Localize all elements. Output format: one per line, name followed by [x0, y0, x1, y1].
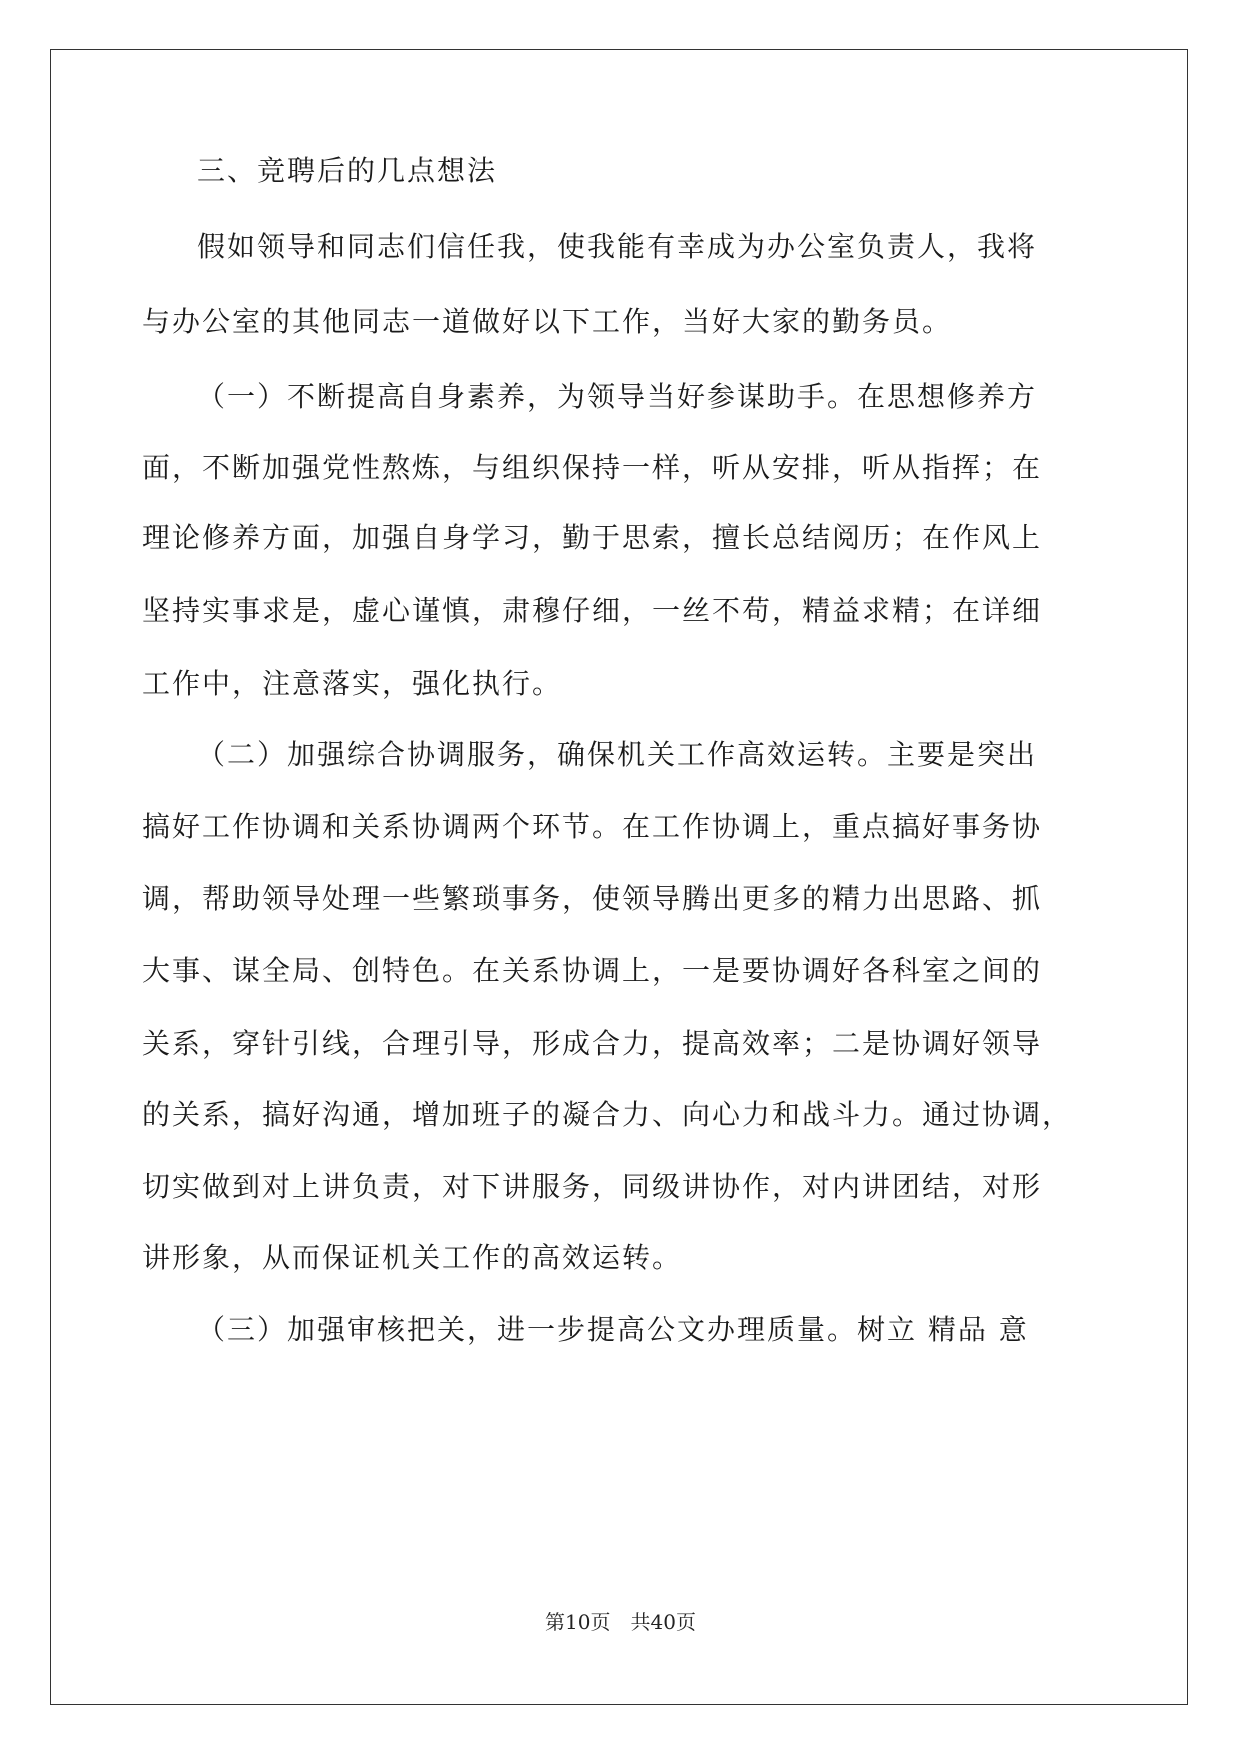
paragraph-line: （二）加强综合协调服务，确保机关工作高效运转。主要是突出 [197, 738, 1038, 771]
current-page-label: 第10页 [545, 1610, 611, 1634]
paragraph-line: 工作中，注意落实，强化执行。 [142, 667, 563, 700]
paragraph-line: 假如领导和同志们信任我，使我能有幸成为办公室负责人，我将 [197, 230, 1038, 263]
page-footer [0, 1612, 1241, 1632]
paragraph-line: 理论修养方面，加强自身学习，勤于思索，擅长总结阅历；在作风上 [142, 521, 1043, 554]
paragraph-line: 坚持实事求是，虚心谨慎，肃穆仔细，一丝不苟，精益求精；在详细 [142, 594, 1043, 627]
section-heading: 三、竞聘后的几点想法 [197, 154, 498, 187]
paragraph-line: 与办公室的其他同志一道做好以下工作，当好大家的勤务员。 [142, 305, 953, 338]
paragraph-line: 的关系，搞好沟通，增加班子的凝合力、向心力和战斗力。通过协调， [142, 1098, 1073, 1131]
paragraph-line: 面，不断加强党性熬炼，与组织保持一样，听从安排，听从指挥；在 [142, 451, 1043, 484]
total-pages-label: 共40页 [630, 1610, 696, 1634]
paragraph-line: 调，帮助领导处理一些繁琐事务，使领导腾出更多的精力出思路、抓 [142, 882, 1043, 915]
page-border [50, 49, 1188, 1705]
paragraph-line: 切实做到对上讲负责，对下讲服务，同级讲协作，对内讲团结，对形 [142, 1170, 1043, 1203]
paragraph-line: 大事、谋全局、创特色。在关系协调上，一是要协调好各科室之间的 [142, 954, 1043, 987]
paragraph-line: 讲形象，从而保证机关工作的高效运转。 [142, 1241, 683, 1274]
paragraph-line: 搞好工作协调和关系协调两个环节。在工作协调上，重点搞好事务协 [142, 810, 1043, 843]
paragraph-line: （一）不断提高自身素养，为领导当好参谋助手。在思想修养方 [197, 380, 1038, 413]
paragraph-line: 关系，穿针引线，合理引导，形成合力，提高效率；二是协调好领导 [142, 1027, 1043, 1060]
paragraph-line: （三）加强审核把关，进一步提高公文办理质量。树立 精品 意 [197, 1313, 1029, 1346]
